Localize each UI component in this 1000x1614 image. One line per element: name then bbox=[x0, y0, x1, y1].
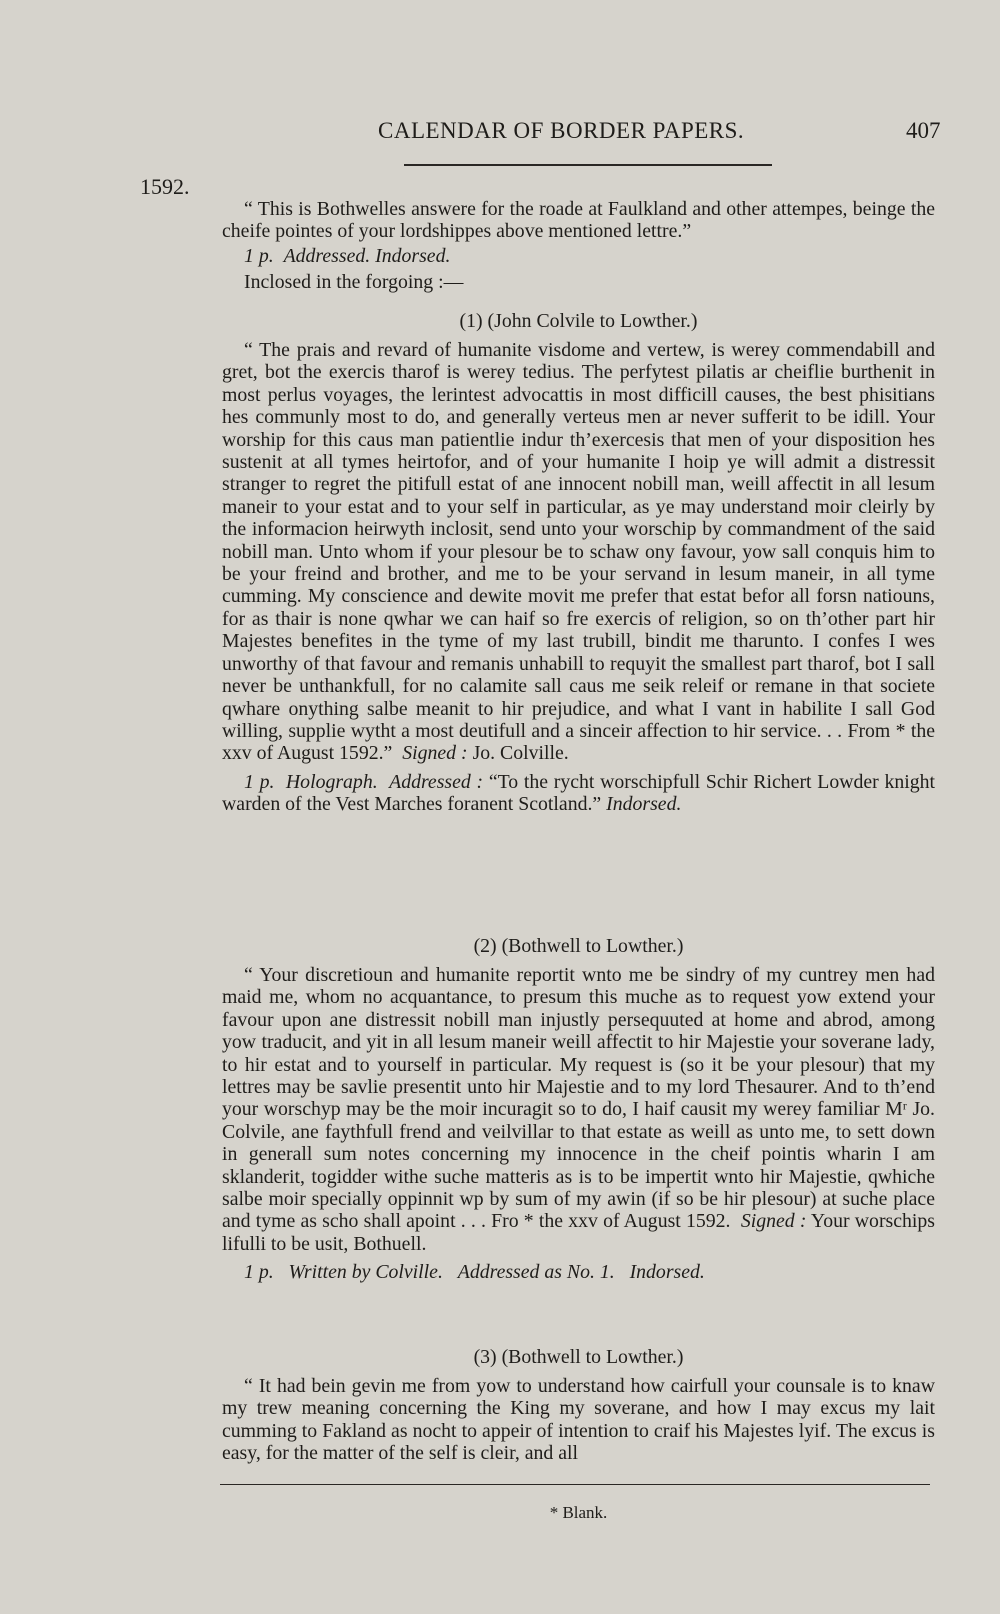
letter1-note-addressed-label: Addressed : bbox=[389, 770, 484, 793]
intro-note bbox=[222, 245, 935, 267]
letter2-note-indorsed: Indorsed. bbox=[629, 1261, 705, 1284]
letter1-note bbox=[222, 771, 935, 816]
letter3-text: “ It had bein gevin me from yow to understand how cairfull your counsale is to knaw my trew meaning concerning the King my soverane, and how I may excus my lait cumming to Fakland as nocht to appeir of intention to craif his Majestes lyif. The excus is easy, for the matter of the self is cleir, and all bbox=[222, 1375, 935, 1465]
intro-quote: “ This is Bothwelles answere for the roade at Faulkland and other attempes, beinge the cheife pointes of your lordshippes above mentioned lettre.” bbox=[222, 198, 935, 243]
letter1-body: “ The prais and revard of humanite visdome and vertew, is werey commendabill and gret, bot the exercis tharof is werey tedius. The perfytest pilatis ar cheiflie burthenit in most perlus voyages, the lerintest advocattis in most difficill causes, the best phisitians hes communly most to do, and generally verteus men ar never sufferit to be idill. Your worship for this caus man patientlie indur th’exercesis that men of your disposition hes sustenit at all tymes heirtofor, and of your humanite I hoip ye will admit a distressit stranger to regret the pitifull estat of ane innocent nobill man, weill affectit in all lesum maneir to your estat and to your self in particular, as ye may understand moir cleirly by the informacion heirwyth inclosit, send unto your worschip by commandment of the said nobill man. Unto whom if your plesour be to schaw ony favour, yow sall conquis him to be your freind and brother, and me to be your servand in lesum maneir, in all tyme cumming. My conscience and dewite movit me prefer that estat befor all forsn natiouns, for as thair is none qwhar we can haif so fre exercis of religion, so on th’other part hir Majestes benefites in the tyme of my last trubill, bindit me tharunto. I confes I wes unworthy of that favour and remanis unhabill to requyit the smallest part tharof, bot I sall never be unthankfull, for no calamite sall caus me seik releif or remane in that societe qwhare onything salbe meanit to hir prejudice, and what I vant in habilite I sall God willing, supplie wytht a most deutifull and a sinceir affection to hir service. . . From * the xxv of August 1592.” bbox=[222, 339, 935, 765]
letter2-text bbox=[222, 964, 935, 1255]
letter1-signed-label: Signed : bbox=[402, 742, 468, 765]
letter3-heading: (3) (Bothwell to Lowther.) bbox=[473, 1346, 684, 1368]
page-number: 407 bbox=[906, 118, 941, 143]
enclosed-line: Inclosed in the forgoing :— bbox=[244, 271, 464, 294]
running-title: CALENDAR OF BORDER PAPERS. bbox=[378, 118, 745, 143]
letter2-signed-label: Signed : bbox=[740, 1210, 807, 1233]
footnote: * Blank. bbox=[549, 1503, 608, 1522]
letter2-heading: (2) (Bothwell to Lowther.) bbox=[473, 935, 684, 957]
letter1-note-holograph: Holograph. bbox=[285, 770, 378, 793]
letter2-note bbox=[222, 1261, 935, 1283]
intro-note-page: 1 p. bbox=[244, 244, 274, 267]
letter1-signature: Jo. Colville. bbox=[472, 742, 569, 765]
letter1-text bbox=[222, 339, 935, 765]
letter1-note-indorsed: Indorsed. bbox=[606, 793, 682, 816]
letter1-note-page: 1 p. bbox=[244, 770, 275, 793]
title-rule bbox=[404, 164, 772, 166]
letter1-note-address: “To the rycht worschipfull Schir Richert Lowder knight warden of the Vest Marches foranent Scotland.” bbox=[222, 770, 936, 816]
letter2-note-written: Written by Colville. bbox=[288, 1261, 443, 1284]
letter2-body: “ Your discretioun and humanite reportit wnto me be sindry of my cuntrey men had maid me, whom no acquantance, to presum this muche as to request yow extend your favour upon ane distressit nobill man injustly persequuted at home and abrod, among yow traducit, and yit in all lesum maneir weill affectit to hir Majestie your soverane lady, to hir estat and to yourself in particular. My request is (so it be your plesour) that my lettres may be savlie presentit unto hir Majestie and to my lord Thesaurer. And to th’end your worschyp may be the moir incuragit so to do, I haif causit my werey familiar Mʳ Jo. Colvile, ane faythfull frend and veilvillar to that estate as weill as unto me, to sett down in generall sum notes concerning my innocence in the cheif pointis wharin I am sklanderit, togidder withe suche matteris as is to be impertit wnto hir Majestie, qwhiche salbe moir specially oppinnit wp by sum of my awin (if so be hir plesour) at suche place and tyme as scho shall apoint . . . Fro * the xxv of August 1592. bbox=[222, 964, 935, 1233]
letter1-block bbox=[222, 339, 935, 816]
letter2-note-addressed: Addressed as No. 1. bbox=[457, 1261, 615, 1284]
letter2-note-page: 1 p. bbox=[244, 1261, 274, 1284]
letter2-signature: Your worschips lifulli to be usit, Bothuell. bbox=[222, 1210, 935, 1255]
intro-note-rest: Addressed. Indorsed. bbox=[283, 244, 451, 267]
intro-block bbox=[222, 198, 935, 294]
letter3-block bbox=[222, 1375, 935, 1465]
letter1-heading: (1) (John Colvile to Lowther.) bbox=[459, 310, 698, 332]
margin-year: 1592. bbox=[140, 174, 190, 199]
letter2-block bbox=[222, 964, 935, 1284]
footnote-rule bbox=[220, 1484, 930, 1485]
